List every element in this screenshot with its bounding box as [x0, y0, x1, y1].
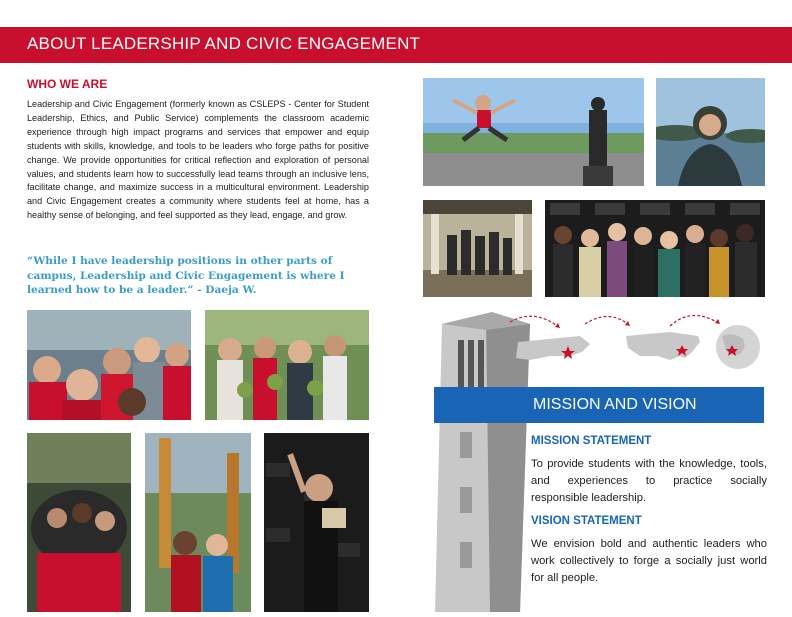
vision-statement-heading: VISION STATEMENT: [531, 515, 642, 527]
photo-statue-jump: [423, 78, 644, 186]
photo-students-selfie: [27, 310, 191, 420]
mission-statement-heading: MISSION STATEMENT: [531, 435, 652, 447]
photo-woman-lake: [656, 78, 765, 186]
mission-vision-title: MISSION AND VISION: [533, 396, 697, 413]
who-we-are-body: Leadership and Civic Engagement (formerly known as CSLEPS - Center for Student Leadership, Ethics, and Public Service) complements the classroom academic experience through high impact programs and services that empower and equip students with skills, knowledge, and tools to be leaders who forge paths for positive change. We provide opportunities for critical reflection and exploration of personal values, and students learn how to successfully lead teams through an inclusive lens, facilitate change, and maximize success in a multicultural environment. Leadership and Civic Engagement creates a community where students feel at home, has a healthy sense of belonging, and feel supported as they lead, engage, and grow.: [27, 99, 369, 221]
mission-statement-text: To provide students with the knowledge, tools, and experiences to practice socially responsible leadership.: [531, 458, 767, 504]
page-title: ABOUT LEADERSHIP AND CIVIC ENGAGEMENT: [27, 34, 421, 53]
who-we-are-heading: WHO WE ARE: [27, 77, 108, 91]
photo-group-huddle: [27, 433, 131, 612]
vision-statement-text: We envision bold and authentic leaders who work collectively to forge a socially just world for all people.: [531, 538, 767, 584]
photo-staff-group: [545, 200, 765, 297]
photo-students-coconuts: [205, 310, 369, 420]
photo-award: [264, 433, 369, 612]
student-quote: “While I have leadership positions in other parts of campus, Leadership and Civic Engagement is where I learned how to be a leader.” - Daeja W.: [27, 255, 345, 296]
photo-paddles: [145, 433, 251, 612]
photo-gazebo-group: [423, 200, 532, 297]
